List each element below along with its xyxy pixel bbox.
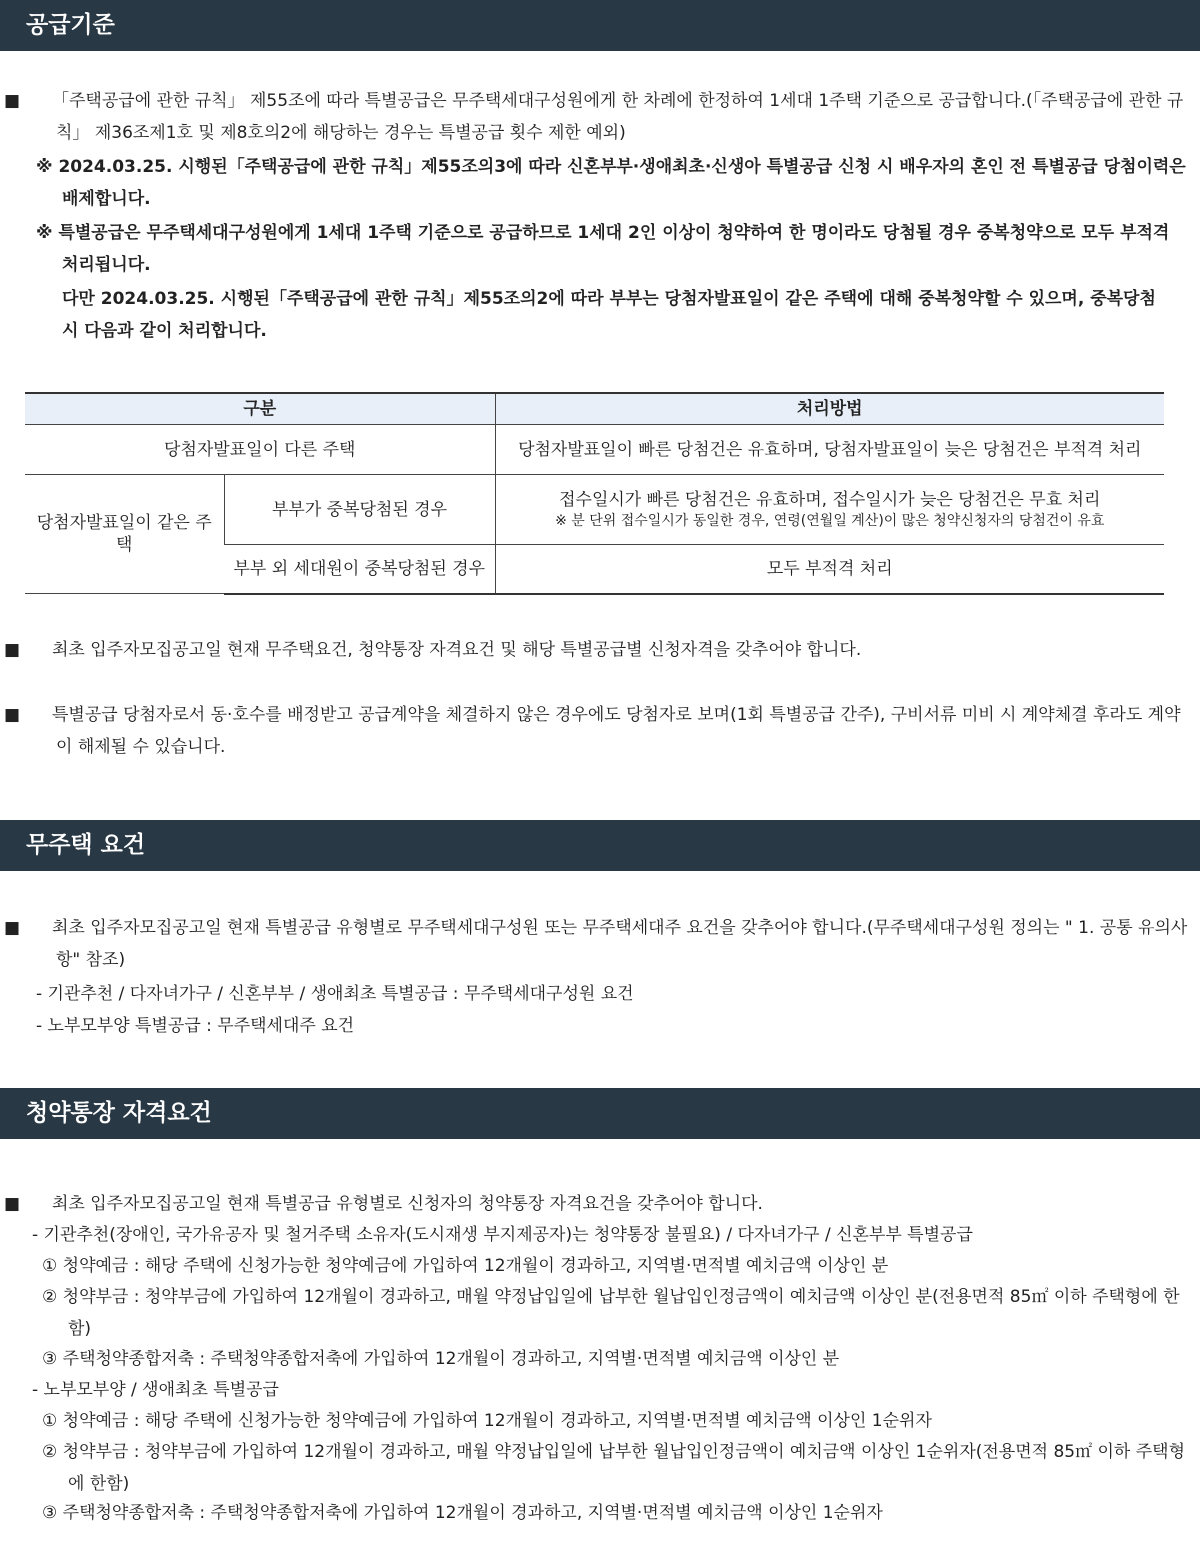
table-cell-different-date-method: 당첨자발표일이 빠른 당첨건은 유효하며, 당첨자발표일이 늦은 당첨건은 부적격 처리: [495, 425, 1164, 475]
newlywed-note-paragraph: ※ 2024.03.25. 시행된「주택공급에 관한 규칙」제55조의3에 따라 신혼부부·생애최초·신생아 특별공급 신청 시 배우자의 혼인 전 특별공급 당첨이력은 배제합니다.: [36, 157, 1186, 209]
duplicate-handling-table: [25, 392, 1164, 595]
supply-rule-text: 「주택공급에 관한 규칙」 제55조에 따라 특별공급은 무주택세대구성원에게 한 차례에 한정하여 1세대 1주택 기준으로 공급합니다.(「주택공급에 관한 규칙」 제36조제1호 및 제8호의2에 해당하는 경우는 특별공급 횟수 제한 예외): [52, 91, 1184, 143]
account-paragraph: [4, 1188, 1191, 1220]
table-header-row: [25, 393, 1164, 425]
qualification-text: 최초 입주자모집공고일 현재 무주택요건, 청약통장 자격요건 및 해당 특별공급별 신청자격을 갖추어야 합니다.: [52, 640, 862, 660]
account-group-1-item-3: ③ 주택청약종합저축 : 주택청약종합저축에 가입하여 12개월이 경과하고, 지역별·면적별 예치금액 이상인 분: [42, 1349, 840, 1369]
account-group-1: - 기관추천(장애인, 국가유공자 및 철거주택 소유자(도시재생 부지제공자)는 청약통장 불필요) / 다자녀가구 / 신혼부부 특별공급: [32, 1225, 973, 1245]
table-row: [25, 425, 1164, 475]
table-header-method: 처리방법: [495, 393, 1164, 425]
account-group-1-item-1: ① 청약예금 : 해당 주택에 신청가능한 청약예금에 가입하여 12개월이 경과하고, 지역별·면적별 예치금액 이상인 분: [42, 1256, 889, 1276]
square-bullet-icon: ■: [4, 705, 21, 725]
contract-text: 특별공급 당첨자로서 동·호수를 배정받고 공급계약을 체결하지 않은 경우에도 당첨자로 보며(1회 특별공급 간주), 구비서류 미비 시 계약체결 후라도 계약이 해제될 수 있습니다.: [52, 705, 1181, 757]
qualification-paragraph: [4, 634, 1191, 666]
account-text: 최초 입주자모집공고일 현재 특별공급 유형별로 신청자의 청약통장 자격요건을 갖추어야 합니다.: [52, 1194, 763, 1214]
section-header-account: 청약통장 자격요건: [0, 1088, 1200, 1139]
table-cell-couple-duplicate-method: [495, 475, 1164, 545]
couple-method-note: ※ 분 단위 접수일시가 동일한 경우, 연령(연월일 계산)이 많은 청약신청자의 당첨건이 유효: [555, 512, 1105, 529]
table-cell-different-date: 당첨자발표일이 다른 주택: [25, 425, 495, 475]
table-header-category: 구분: [25, 393, 495, 425]
couple-method-text: 접수일시가 빠른 당첨건은 유효하며, 접수일시가 늦은 당첨건은 무효 처리: [559, 489, 1101, 510]
account-group-2: - 노부모부양 / 생애최초 특별공급: [32, 1380, 279, 1400]
table-cell-couple-duplicate: 부부가 중복당첨된 경우: [224, 475, 495, 545]
contract-paragraph: [4, 699, 1191, 763]
account-group-2-item-3: ③ 주택청약종합저축 : 주택청약종합저축에 가입하여 12개월이 경과하고, 지역별·면적별 예치금액 이상인 1순위자: [42, 1503, 883, 1523]
square-bullet-icon: ■: [4, 918, 21, 938]
account-group-2-item-1: ① 청약예금 : 해당 주택에 신청가능한 청약예금에 가입하여 12개월이 경과하고, 지역별·면적별 예치금액 이상인 1순위자: [42, 1411, 932, 1431]
square-bullet-icon: ■: [4, 1194, 21, 1214]
section-header-no-house: 무주택 요건: [0, 820, 1200, 871]
account-group-2-item-2: ② 청약부금 : 청약부금에 가입하여 12개월이 경과하고, 매월 약정납입일에 납부한 월납입인정금액이 예치금액 이상인 1순위자(전용면적 85㎡ 이하 주택형에 한함): [42, 1442, 1186, 1494]
section-header-supply-standard: 공급기준: [0, 0, 1200, 51]
duplicate-note-paragraph: ※ 특별공급은 무주택세대구성원에게 1세대 1주택 기준으로 공급하므로 1세대 2인 이상이 청약하여 한 명이라도 당첨될 경우 중복청약으로 모두 부적격 처리됩니다.: [36, 223, 1170, 275]
no-house-detail-2: - 노부모부양 특별공급 : 무주택세대주 요건: [36, 1016, 355, 1036]
no-house-detail-1: - 기관추천 / 다자녀가구 / 신혼부부 / 생애최초 특별공급 : 무주택세대구성원 요건: [36, 984, 634, 1004]
table-cell-other-member-method: 모두 부적격 처리: [495, 545, 1164, 594]
supply-rule-paragraph: [4, 85, 1191, 149]
couple-exception-paragraph: 다만 2024.03.25. 시행된「주택공급에 관한 규칙」제55조의2에 따라 부부는 당첨자발표일이 같은 주택에 대해 중복청약할 수 있으며, 중복당첨 시 다음과 같이 처리합니다.: [62, 289, 1156, 341]
table-row: [25, 475, 1164, 545]
table-cell-other-member: 부부 외 세대원이 중복당첨된 경우: [224, 545, 495, 594]
square-bullet-icon: ■: [4, 91, 21, 111]
no-house-paragraph: [4, 912, 1191, 976]
account-group-1-item-2: ② 청약부금 : 청약부금에 가입하여 12개월이 경과하고, 매월 약정납입일에 납부한 월납입인정금액이 예치금액 이상인 분(전용면적 85㎡ 이하 주택형에 한함): [42, 1287, 1180, 1339]
table-cell-same-date-group: 당첨자발표일이 같은 주택: [25, 475, 224, 594]
square-bullet-icon: ■: [4, 640, 21, 660]
no-house-text: 최초 입주자모집공고일 현재 특별공급 유형별로 무주택세대구성원 또는 무주택세대주 요건을 갖추어야 합니다.(무주택세대구성원 정의는 " 1. 공통 유의사항" 참조): [52, 918, 1188, 970]
